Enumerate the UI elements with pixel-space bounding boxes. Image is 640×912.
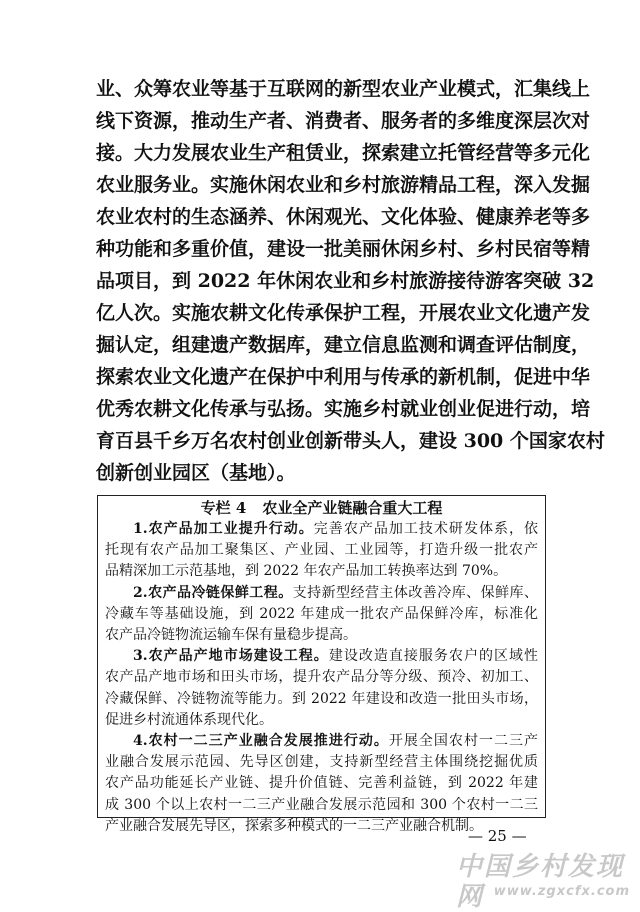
box-item-3	[105, 646, 538, 731]
body-text	[96, 73, 605, 489]
box-line: 产业融合发展先导区，探索多种模式的一二三产业融合机制。	[105, 817, 483, 834]
box-item-2	[105, 583, 538, 647]
page-number: — 25 —	[468, 827, 527, 845]
box-line: 农产品功能延长产业链、提升价值链、完善利益链，到 2022 年建	[105, 775, 538, 792]
box-line: 农产品产地市场和田头市场，提升农产品分等分级、预冷、初加工、	[105, 669, 538, 686]
box-line: 冷藏车等基础设施，到 2022 年建成一批农产品保鲜冷库，标准化	[105, 605, 538, 622]
body-line: 创新创业园区（基地）。	[96, 462, 296, 484]
box-line: 品精深加工示范基地，到 2022 年农产品加工转换率达到 70%。	[105, 563, 508, 580]
box-item-4	[105, 731, 538, 837]
box-item-heading: 2.农产品冷链保鲜工程。	[133, 584, 293, 601]
body-line: 亿人次。实施农耕文化传承保护工程，开展农业文化遗产发	[96, 302, 591, 324]
box-line: 2.农产品冷链保鲜工程。支持新型经营主体改善冷库、保鲜库、	[133, 584, 538, 601]
body-line: 优秀农耕文化传承与弘扬。实施乡村就业创业促进行动，培	[96, 398, 591, 420]
body-line: 业、众筹农业等基于互联网的新型农业产业模式，汇集线上	[96, 78, 591, 100]
box-item-heading: 3.农产品产地市场建设工程。	[133, 648, 329, 665]
box-item-heading: 4.农村一二三产业融合发展推进行动。	[133, 733, 389, 750]
special-column-box	[97, 495, 546, 834]
box-line: 4.农村一二三产业融合发展推进行动。开展全国农村一二三产	[133, 733, 539, 750]
watermark-site-name: 中国乡村发现网	[456, 852, 625, 912]
body-line: 掘认定，组建遗产数据库，建立信息监测和调查评估制度，	[96, 334, 591, 356]
box-line: 促进乡村流通体系现代化。	[105, 711, 273, 728]
box-item-heading: 1.农产品加工业提升行动。	[133, 521, 314, 537]
box-tag: 专栏 4	[200, 499, 247, 517]
box-line: 农产品冷链物流运输车保有量稳步提高。	[105, 627, 357, 644]
body-line: 育百县千乡万名农村创业创新带头人，建设 300 个国家农村	[96, 430, 605, 452]
box-line: 业融合发展示范园、先导区创建，支持新型经营主体围绕挖掘优质	[105, 754, 538, 771]
body-line: 品项目，到 2022 年休闲农业和乡村旅游接待游客突破 32	[96, 270, 595, 292]
box-title	[98, 498, 545, 518]
body-line: 农业服务业。实施休闲农业和乡村旅游精品工程，深入发掘	[96, 174, 591, 196]
box-line: 3.农产品产地市场建设工程。建设改造直接服务农户的区域性	[133, 648, 538, 665]
box-line: 成 300 个以上农村一二三产业融合发展示范园和 300 个农村一二三	[105, 796, 538, 813]
box-body	[105, 519, 538, 837]
box-line: 冷藏保鲜、冷链物流等能力。到 2022 年建设和改造一批田头市场，	[105, 690, 538, 707]
body-line: 线下资源，推动生产者、消费者、服务者的多维度深层次对	[96, 110, 591, 132]
watermark-url: www.zgxcfx.com	[493, 884, 630, 899]
site-watermark	[456, 852, 636, 912]
box-heading: 农业全产业链融合重大工程	[262, 499, 443, 517]
body-line: 接。大力发展农业生产租赁业，探索建立托管经营等多元化	[96, 142, 591, 164]
box-line: 托现有农产品加工聚集区、产业园、工业园等，打造升级一批农产	[105, 542, 538, 559]
box-item-1	[105, 519, 538, 583]
body-line: 农业农村的生态涵养、休闲观光、文化体验、健康养老等多	[96, 206, 591, 228]
box-line: 1.农产品加工业提升行动。完善农产品加工技术研发体系，依	[133, 521, 538, 537]
body-line: 探索农业文化遗产在保护中利用与传承的新机制，促进中华	[96, 366, 591, 388]
body-line: 种功能和多重价值，建设一批美丽休闲乡村、乡村民宿等精	[96, 238, 591, 260]
